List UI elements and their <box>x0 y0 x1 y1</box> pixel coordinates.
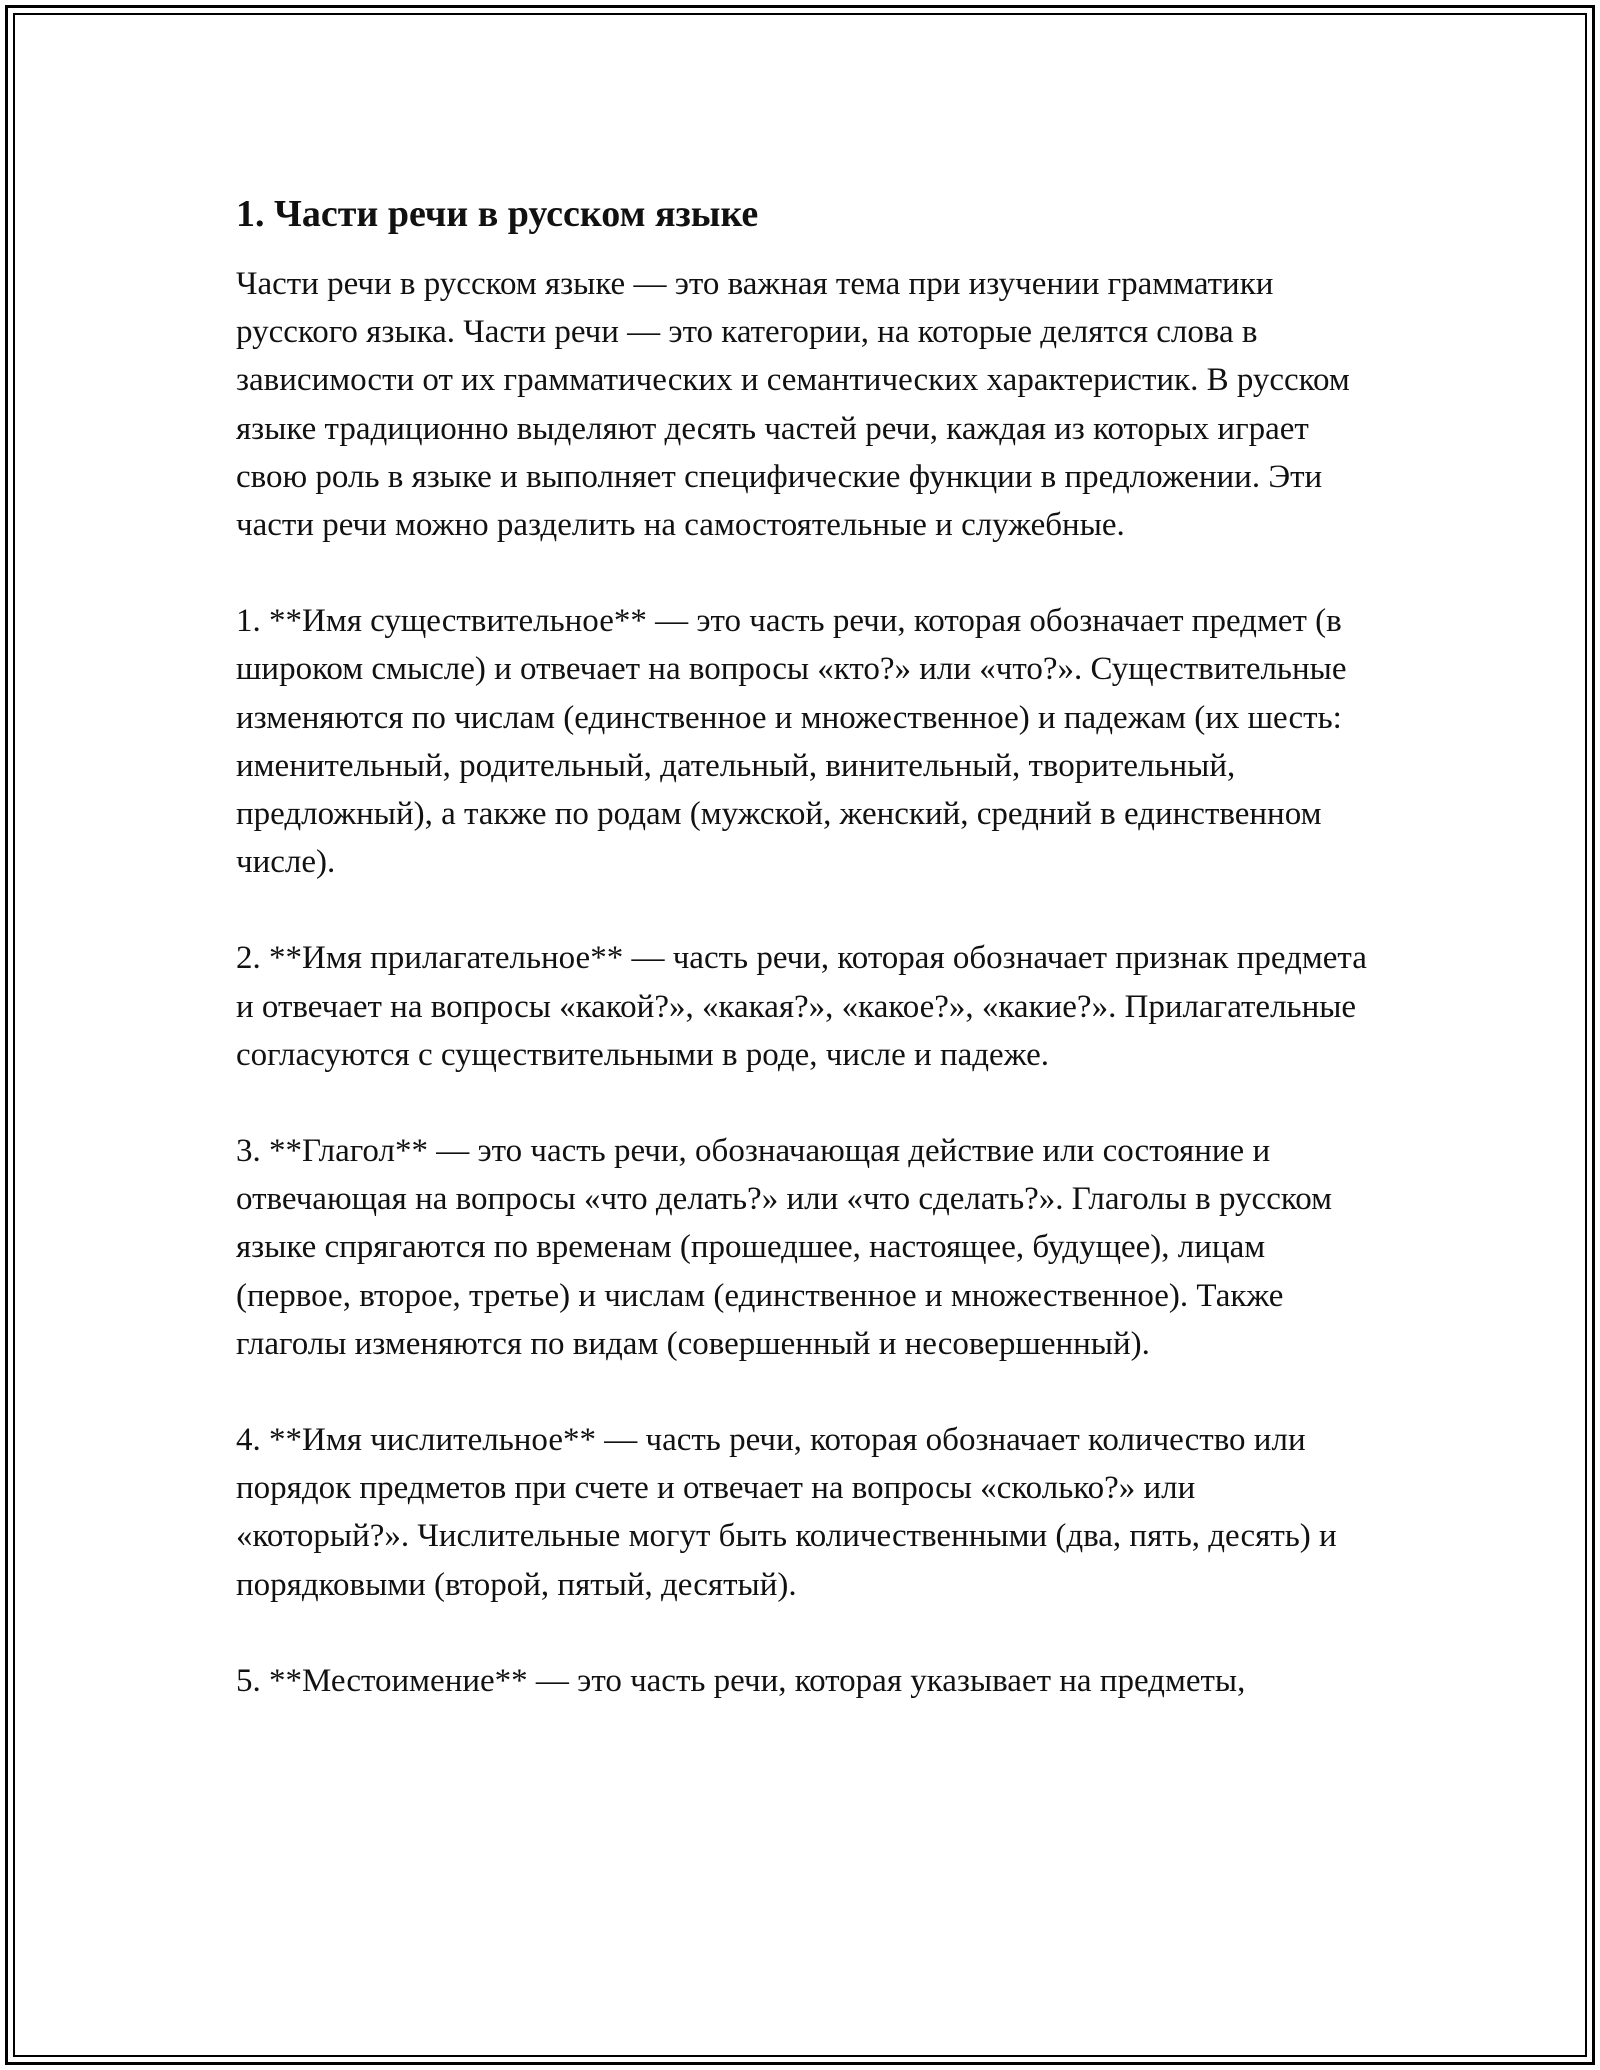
intro-paragraph: Части речи в русском языке — это важная тема при изучении грамматики русского языка. Части речи — это категории, на которые делятся слова в зависимости от их грамматических и семантических характеристик. В русском языке традиционно выделяют десять частей речи, каждая из которых играет свою роль в языке и выполняет специфические функции в предложении. Эти части речи можно разделить на самостоятельные и служебные. <box>236 266 1350 544</box>
paragraph-verb: 3. **Глагол** — это часть речи, обозначающая действие или состояние и отвечающая на вопросы «что делать?» или «что сделать?». Глаголы в русском языке спрягаются по временам (прошедшее, настоящее, будущее), лицам (первое, второе, третье) и числам (единственное и множественное). Также глаголы изменяются по видам (совершенный и несовершенный). <box>236 1133 1332 1362</box>
paragraph-noun: 1. **Имя существительное** — это часть речи, которая обозначает предмет (в широком смысле) и отвечает на вопросы «кто?» или «что?». Существительные изменяются по числам (единственное и множественное) и падежам (их шесть: именительный, родительный, дательный, винительный, творительный, предложный), а также по родам (мужской, женский, средний в единственном числе). <box>236 603 1347 881</box>
paragraph-adjective: 2. **Имя прилагательное** — часть речи, которая обозначает признак предмета и отвечает на вопросы «какой?», «какая?», «какое?», «какие?». Прилагательные согласуются с существительными в роде, числе и падеже. <box>236 940 1367 1073</box>
document-title: 1. Части речи в русском языке <box>236 193 759 235</box>
paragraph-pronoun: 5. **Местоимение** — это часть речи, которая указывает на предметы, <box>236 1662 1246 1699</box>
paragraph-numeral: 4. **Имя числительное** — часть речи, которая обозначает количество или порядок предметов при счете и отвечает на вопросы «сколько?» или «который?». Числительные могут быть количественными (два, пять, десять) и порядковыми (второй, пятый, десятый). <box>236 1422 1337 1603</box>
document-body <box>236 190 1376 1753</box>
